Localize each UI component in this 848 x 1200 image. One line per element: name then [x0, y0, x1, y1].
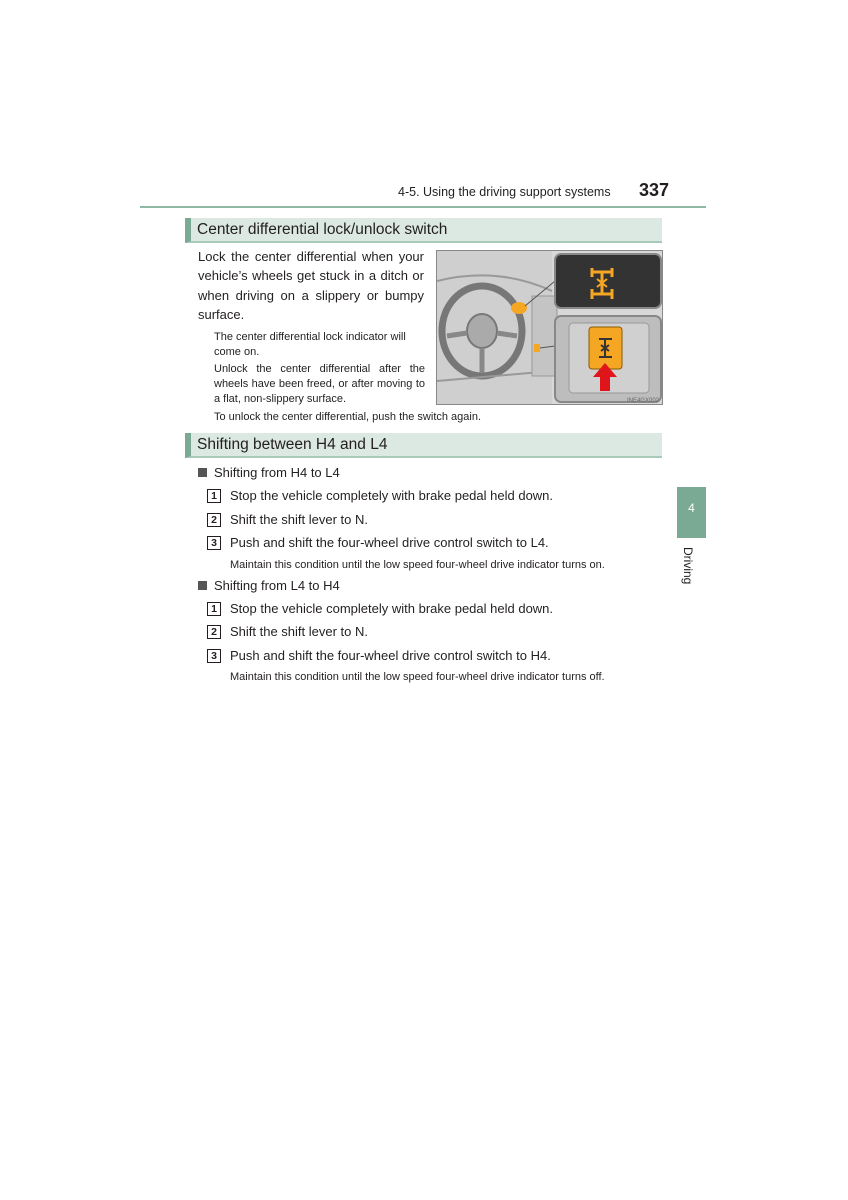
- step-text: Shift the shift lever to N.: [230, 512, 369, 527]
- subsection-title-h4-to-l4: Shifting from H4 to L4: [198, 465, 340, 480]
- note-unlock: Unlock the center differential after the wheels have been freed, or after moving to a flat, non-slippery surface.: [214, 363, 425, 405]
- chapter-tab-label: Driving: [681, 547, 695, 585]
- step-text: Push and shift the four-wheel drive control switch to L4.: [230, 535, 549, 550]
- chapter-title: 4-5. Using the driving support systems: [398, 185, 611, 199]
- step-number: 2: [207, 513, 221, 527]
- subsection-title-l4-to-h4: Shifting from L4 to H4: [198, 578, 340, 593]
- step-number: 2: [207, 625, 221, 639]
- chapter-tab-number: 4: [688, 501, 695, 515]
- illustration-code: INE4GX002: [626, 398, 659, 404]
- step-number: 1: [207, 489, 221, 503]
- note-unlock-switch: To unlock the center differential, push the switch again.: [214, 411, 482, 423]
- step-text: Push and shift the four-wheel drive control switch to H4.: [230, 648, 551, 663]
- chapter-tab: [677, 487, 706, 538]
- step-text: Stop the vehicle completely with brake pedal held down.: [230, 601, 554, 616]
- step-text: Shift the shift lever to N.: [230, 624, 369, 639]
- section-heading-text: Center differential lock/unlock switch: [197, 221, 448, 238]
- step-number: 3: [207, 649, 221, 663]
- page-number: 337: [639, 180, 670, 200]
- step-number: 1: [207, 602, 221, 616]
- section-heading-h4-l4: [185, 433, 662, 458]
- section-heading-center-diff: [185, 218, 662, 243]
- bullet-square-icon: [198, 468, 207, 477]
- step-number: 3: [207, 536, 221, 550]
- dashboard-illustration: [436, 250, 663, 405]
- bullet-square-icon: [198, 581, 207, 590]
- step-text: Stop the vehicle completely with brake pedal held down.: [230, 488, 554, 503]
- section-paragraph: Lock the center differential when your vehicle’s wheels get stuck in a ditch or when driving on a slippery or bumpy surface.: [198, 249, 424, 322]
- note-indicator: The center differential lock indicator will come on.: [214, 331, 406, 358]
- step-note: Maintain this condition until the low speed four-wheel drive indicator turns on.: [230, 559, 605, 571]
- header-divider: [140, 206, 706, 208]
- dashboard-drawing: [437, 251, 663, 405]
- step-note: Maintain this condition until the low speed four-wheel drive indicator turns off.: [230, 671, 605, 683]
- section-heading-text: Shifting between H4 and L4: [197, 436, 388, 453]
